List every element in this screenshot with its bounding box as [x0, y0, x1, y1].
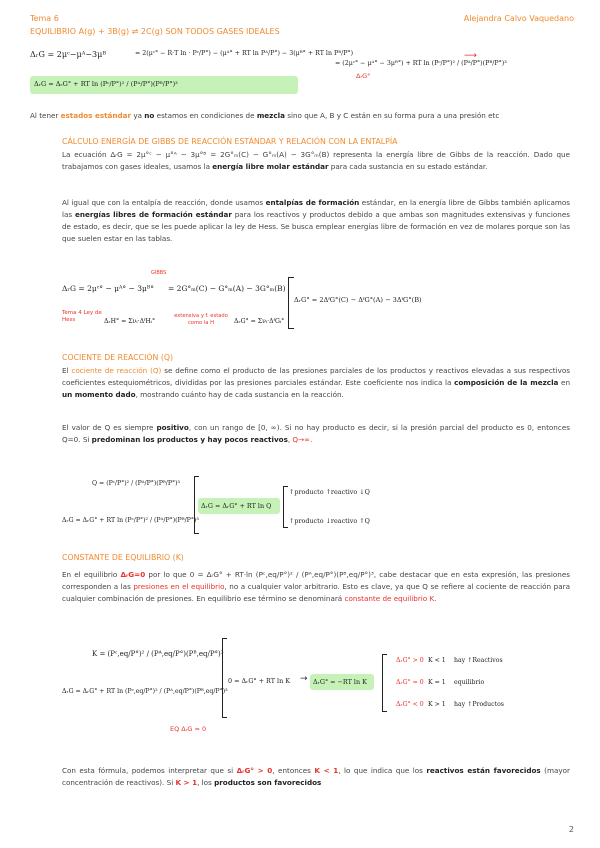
eq3-lhs: ΔᵣG = 2μᶜ° − μᴬ° − 3μᴮ°	[62, 284, 155, 293]
eq4-row2: ↑producto ↓reactivo ↑Q	[289, 517, 370, 525]
section1-paragraph-1: La ecuación ΔᵣG = 2μ°ᶜ − μ°ᴬ − 3μ°ᴮ = 2G°ₘ(C) − G°ₘ(A) − 3G°ₘ(B) representa la energía libre de Gibbs de la reacción. Dado que trabajamos con gases ideales, usamos la energía libre molar estándar para cada sustancia en su estado estándar.	[62, 150, 570, 171]
gibbs-label: GIBBS	[151, 270, 167, 276]
eq4-box-formula: ΔᵣG = ΔᵣG° + RT ln Q	[201, 502, 272, 510]
section-heading-k: CONSTANTE DE EQUILIBRIO (K)	[62, 553, 184, 562]
eq4-bracket-right	[283, 486, 288, 528]
section-heading-q: COCIENTE DE REACCIÓN (Q)	[62, 353, 174, 362]
case-k-1: K < 1	[428, 657, 446, 664]
eq4-row1: ↑producto ↑reactivo ↓Q	[289, 488, 370, 496]
extensive-note: extensiva y f. estado como la H	[174, 313, 228, 326]
section-heading-gibbs: CÁLCULO ENERGÍA DE GIBBS DE REACCIÓN ESTÁNDAR Y RELACIÓN CON LA ENTALPÍA	[62, 137, 398, 146]
standard-states-paragraph: Al tener estados estándar ya no estamos en condiciones de mezcla sino que A, B y C están en su forma pura a una presión etc	[30, 111, 500, 120]
eq5-k-def: K = (Pᶜ,eq/P°)² / (Pᴬ,eq/P°)(Pᴮ,eq/P°)³	[92, 650, 224, 658]
case-cond-3: ΔᵣG° < 0	[396, 701, 424, 708]
section2-paragraph-2: El valor de Q es siempre positivo, con un rango de [0, ∞). Si no hay producto es decir, si la presión parcial del producto es 0, entonces Q=0. Si predominan los productos y hay pocos reactivos, Q→∞.	[62, 423, 570, 444]
eq1-delta-label: ΔᵣG°	[356, 72, 371, 80]
section1-paragraph-2: Al igual que con la entalpía de reacción, donde usamos entalpías de formación estándar, en la energía libre de Gibbs también aplicamos las energías libres de formación estándar para los reactivos y productos debido a que ambas son magnitudes extensivas y funciones de estado, es decir, que se les puede aplicar la ley de Hess. Se busca emplear energías libre de formación en vez de molares porque son las que suelen estar en las tablas.	[62, 198, 570, 243]
eq5-zero: 0 = ΔᵣG° + RT ln K	[228, 677, 290, 685]
tema4-note: Tema 4 Ley de Hess	[62, 310, 102, 323]
case-desc-2: equilibrio	[454, 679, 485, 686]
case-k-3: K > 1	[428, 701, 446, 708]
eq5-box-formula: ΔᵣG° = −RT ln K	[313, 678, 367, 686]
eq3-enthalpy: ΔᵣH° = Σνᵢ·ΔᶠHᵢ°	[104, 318, 156, 325]
eq1-rhs: = (2μᶜ° − μᴬ° − 3μᴮ°) + RT ln (Pᶜ/P°)² / (Pᴬ/P°)(Pᴮ/P°)³	[335, 60, 507, 67]
eq4-g-def: ΔᵣG = ΔᵣG° + RT ln (Pᶜ/P°)² / (Pᴬ/P°)(Pᴮ/P°)³	[62, 517, 199, 524]
case-desc-1: hay ↑Reactivos	[454, 657, 503, 664]
eq3-mid: = 2G°ₘ(C) − G°ₘ(A) − 3G°ₘ(B)	[168, 284, 286, 293]
eq3-gibbs-sum: ΔᵣG° = Σνᵢ·ΔᶠGᵢ°	[234, 318, 285, 325]
case-desc-3: hay ↑Productos	[454, 701, 504, 708]
eq5-bracket-left	[222, 638, 227, 718]
page-title: EQUILIBRIO A(g) + 3B(g) ⇌ 2C(g) SON TODOS GASES IDEALES	[30, 27, 280, 36]
case-cond-2: ΔᵣG° = 0	[396, 679, 424, 686]
topic-label: Tema 6	[30, 14, 59, 23]
case-cond-1: ΔᵣG° > 0	[396, 657, 424, 664]
eq4-q-def: Q = (Pᶜ/P°)² / (Pᴬ/P°)(Pᴮ/P°)³	[92, 480, 180, 487]
case-k-2: K = 1	[428, 679, 446, 686]
eq5-bracket-right	[382, 654, 387, 712]
section3-paragraph: En el equilibrio ΔᵣG=0 por lo que 0 = ΔᵣG° + RT·ln (Pᶜ,eq/P°)² / (Pᴬ,eq/P°)(Pᴮ,eq/P°)³, cabe destacar que en esta expresión, las presiones corresponden a las presiones en el equilibrio, no a cualquier valor arbitrario. Esto es clave, ya que Q se refiere al cociente de reacción para cualquier combinación de presiones. En equilibrio ese término se denominará constante de equilibrio K.	[62, 570, 571, 603]
eq2-formula: ΔᵣG = ΔᵣG° + RT ln (Pᶜ/P°)² / (Pᴬ/P°)(Pᴮ/P°)³	[34, 80, 178, 88]
eq1-lhs: ΔᵣG = 2μᶜ−μᴬ−3μᴮ	[30, 50, 107, 59]
eq5-g-def: ΔᵣG = ΔᵣG° + RT ln (Pᶜ,eq/P°)² / (Pᴬ,eq/P°)(Pᴮ,eq/P°)³	[62, 688, 228, 695]
kw-estados-estandar: estados estándar	[60, 111, 132, 120]
eq3-result: ΔᵣG° = 2ΔᶠG°(C) − ΔᶠG°(A) − 3ΔᶠG°(B)	[294, 296, 422, 304]
eq1-mid: = 2(μᶜ° − R·T ln · Pᶜ/P°) − (μᴬ° + RT ln Pᴬ/P°) − 3(μᴮ° + RT ln Pᴮ/P°)	[135, 50, 354, 57]
page-number: 2	[568, 825, 574, 834]
final-paragraph: Con esta fórmula, podemos interpretar que si ΔᵣG° > 0, entonces K < 1, lo que indica que los reactivos están favorecidos (mayor concentración de reactivos). Si K > 1, los productos son favorecidos	[62, 766, 570, 787]
eq1-arrow: ⟶	[464, 51, 477, 61]
eq5-eq-note: EQ ΔᵣG = 0	[170, 725, 207, 733]
section2-paragraph-1: El cociente de reacción (Q) se define como el producto de las presiones parciales de los productos y reactivos elevadas a sus respectivos coeficientes estequiométricos, divididas por las presiones parciales estándar. Este coeficiente nos indica la composición de la mezcla en un momento dado, mostrando cuánto hay de cada sustancia en la reacción.	[62, 366, 571, 399]
eq5-arrow: →	[300, 674, 308, 684]
author-name: Alejandra Calvo Vaquedano	[463, 14, 574, 23]
